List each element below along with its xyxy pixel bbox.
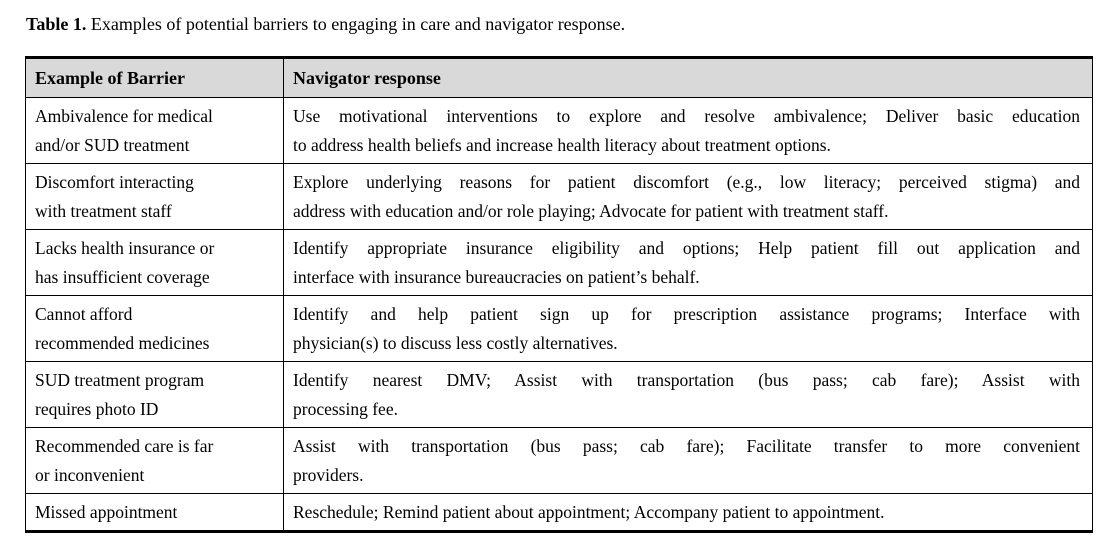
cell-response (284, 296, 1093, 362)
cell-line: Reschedule; Remind patient about appointment; Accompany patient to appointment. (293, 502, 885, 522)
table-caption-text: Examples of potential barriers to engaging in care and navigator response. (86, 14, 626, 34)
cell-barrier (26, 98, 284, 164)
cell-response (284, 230, 1093, 296)
table-caption (26, 13, 1093, 36)
cell-line: requires photo ID (35, 399, 159, 419)
cell-response (284, 362, 1093, 428)
table-row (26, 164, 1093, 230)
table-row (26, 428, 1093, 494)
table-body (26, 98, 1093, 532)
barriers-table (25, 56, 1093, 533)
table-row (26, 98, 1093, 164)
table-row (26, 230, 1093, 296)
cell-line: Identify appropriate insurance eligibility and options; Help patient fill out application and (293, 238, 1080, 258)
table-row (26, 296, 1093, 362)
cell-line: to address health beliefs and increase health literacy about treatment options. (293, 135, 831, 155)
cell-line: processing fee. (293, 399, 398, 419)
cell-line: Identify nearest DMV; Assist with transportation (bus pass; cab fare); Assist with (293, 370, 1080, 390)
header-row (26, 58, 1093, 98)
cell-response (284, 428, 1093, 494)
cell-barrier (26, 494, 284, 532)
cell-response (284, 164, 1093, 230)
cell-response (284, 98, 1093, 164)
cell-line: Identify and help patient sign up for prescription assistance programs; Interface with (293, 304, 1080, 324)
cell-line: physician(s) to discuss less costly alternatives. (293, 333, 618, 353)
cell-line: Lacks health insurance or (35, 238, 215, 258)
cell-line: with treatment staff (35, 201, 172, 221)
cell-line: Assist with transportation (bus pass; cab fare); Facilitate transfer to more convenient (293, 436, 1080, 456)
cell-line: Discomfort interacting (35, 172, 194, 192)
cell-line: Explore underlying reasons for patient discomfort (e.g., low literacy; perceived stigma) and (293, 172, 1080, 192)
table-header (26, 58, 1093, 98)
cell-line: Cannot afford (35, 304, 133, 324)
cell-barrier (26, 428, 284, 494)
cell-barrier (26, 362, 284, 428)
cell-line: interface with insurance bureaucracies on patient’s behalf. (293, 267, 700, 287)
cell-line: providers. (293, 465, 364, 485)
cell-line: recommended medicines (35, 333, 210, 353)
cell-line: address with education and/or role playing; Advocate for patient with treatment staff. (293, 201, 889, 221)
cell-line: has insufficient coverage (35, 267, 210, 287)
cell-line: SUD treatment program (35, 370, 205, 390)
cell-barrier (26, 296, 284, 362)
header-cell-barrier: Example of Barrier (26, 58, 284, 98)
table-caption-label: Table 1. (26, 14, 87, 34)
table-row (26, 494, 1093, 532)
cell-line: Recommended care is far (35, 436, 214, 456)
cell-line: and/or SUD treatment (35, 135, 190, 155)
header-cell-response: Navigator response (284, 58, 1093, 98)
table-row (26, 362, 1093, 428)
cell-barrier (26, 164, 284, 230)
cell-response (284, 494, 1093, 532)
cell-line: Missed appointment (35, 502, 178, 522)
cell-line: Use motivational interventions to explore and resolve ambivalence; Deliver basic education (293, 106, 1080, 126)
cell-line: Ambivalence for medical (35, 106, 213, 126)
cell-line: or inconvenient (35, 465, 145, 485)
cell-barrier (26, 230, 284, 296)
